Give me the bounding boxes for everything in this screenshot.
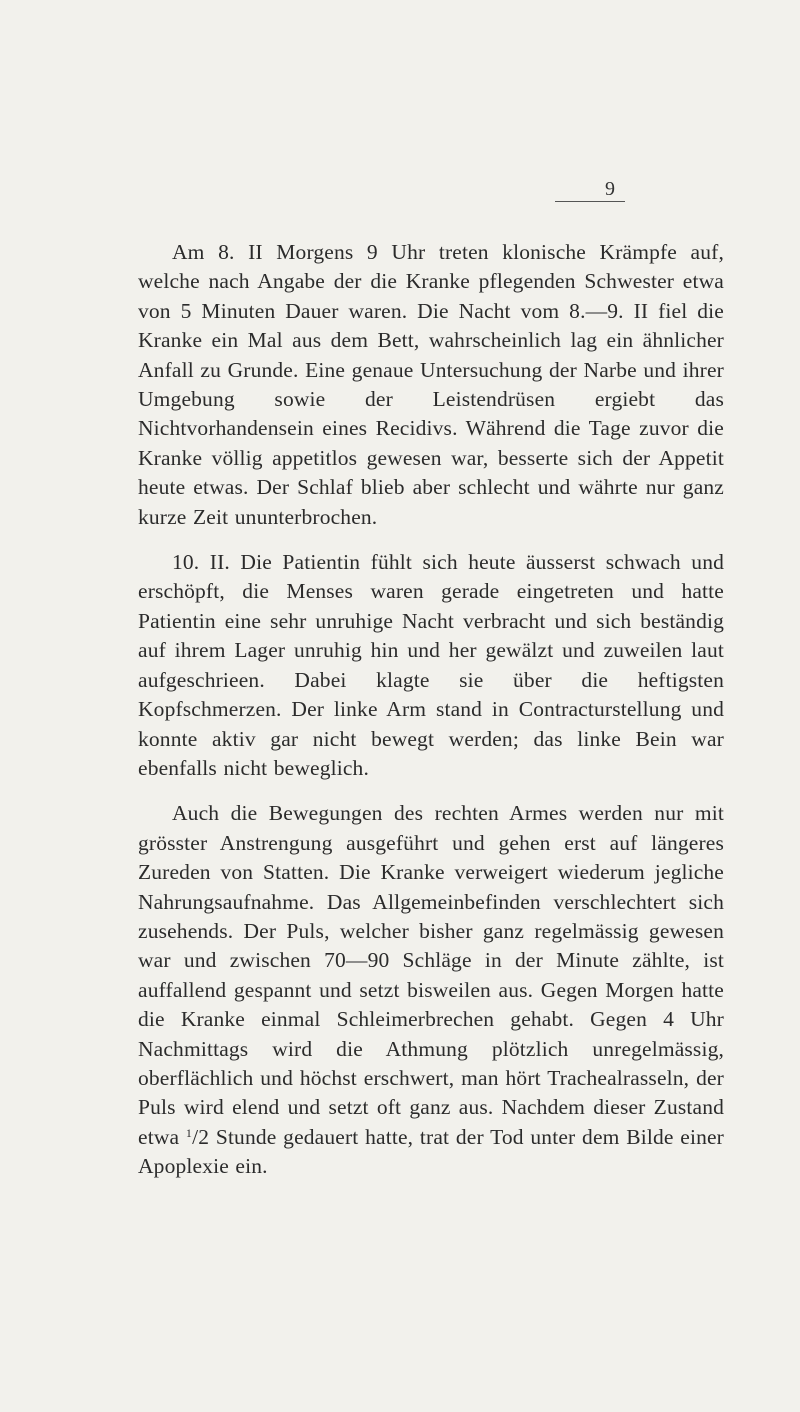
paragraph-3-text-b: Stunde gedauert hatte, trat der Tod unter dem Bilde einer Apoplexie ein. xyxy=(138,1124,724,1179)
paragraph-3 xyxy=(138,799,724,1181)
paragraph-2: 10. II. Die Patientin fühlt sich heute äusserst schwach und erschöpft, die Menses waren gerade eingetreten und hatte Patientin eine sehr unruhige Nacht verbracht und sich beständig auf ihrem Lager unruhig hin und her gewälzt und zuweilen laut aufgeschrieen. Dabei klagte sie über die heftigsten Kopfschmerzen. Der linke Arm stand in Contracturstellung und konnte aktiv gar nicht bewegt werden; das linke Bein war ebenfalls nicht beweglich. xyxy=(138,550,724,780)
body-text xyxy=(138,238,724,1182)
fraction-numerator: 1 xyxy=(185,1125,193,1140)
paragraph-1: Am 8. II Morgens 9 Uhr treten klonische Krämpfe auf, welche nach Angabe der die Kranke pflegenden Schwester etwa von 5 Minuten Dauer waren. Die Nacht vom 8.—9. II fiel die Kranke ein Mal aus dem Bett, wahrscheinlich lag ein ähnlicher Anfall zu Grunde. Eine genaue Untersuchung der Narbe und ihrer Umgebung sowie der Leistendrüsen ergiebt das Nichtvorhandensein eines Recidivs. Während die Tage zuvor die Kranke völlig appetitlos gewesen war, besserte sich der Appetit heute etwas. Der Schlaf blieb aber schlecht und währte nur ganz kurze Zeit ununterbrochen. xyxy=(138,240,724,529)
paragraph-3-text-a: Auch die Bewegungen des rechten Armes werden nur mit grösster Anstrengung ausgeführt und gehen erst auf längeres Zureden von Statten. Die Kranke verweigert wiederum jegliche Nahrungsaufnahme. Das Allgemeinbefinden verschlechtert sich zusehends. Der Puls, welcher bisher ganz regelmässig gewesen war und zwischen 70—90 Schläge in der Minute zählte, ist auffallend gespannt und setzt bisweilen aus. Gegen Morgen hatte die Kranke einmal Schleimerbrechen gehabt. Gegen 4 Uhr Nachmittags wird die Athmung plötzlich unregelmässig, oberflächlich und höchst erschwert, man hört Trachealrasseln, der Puls wird elend und setzt oft ganz aus. Nachdem dieser Zustand etwa xyxy=(138,801,724,1149)
header-rule xyxy=(555,201,625,202)
page-number: 9 xyxy=(605,178,615,200)
fraction-denominator: /2 xyxy=(192,1124,210,1149)
